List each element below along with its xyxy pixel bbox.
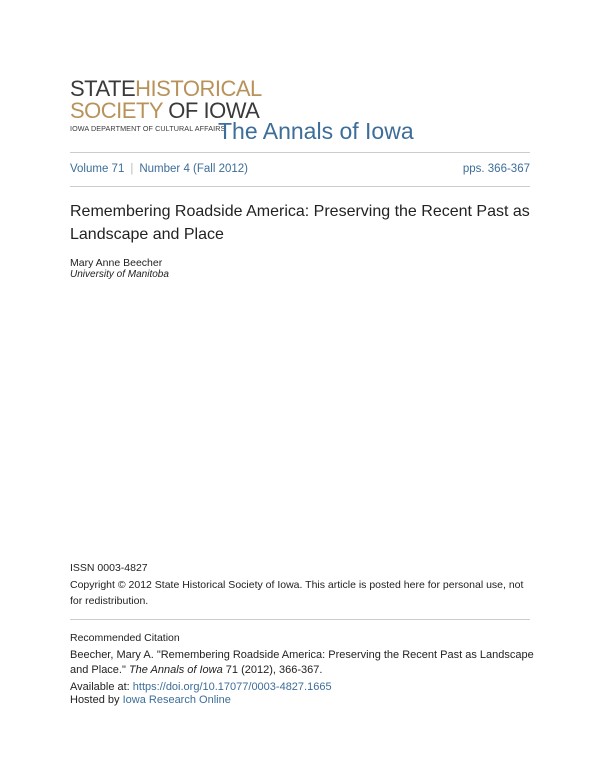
citation-heading: Recommended Citation [70,632,180,644]
host-link[interactable]: Iowa Research Online [122,694,231,706]
volume-link[interactable]: Volume 71 [70,163,125,175]
society-logo [70,76,262,133]
available-at: Available at: https://doi.org/10.17077/0003-4827.1665 [70,681,332,693]
journal-title: The Annals of Iowa [218,118,414,144]
article-title: Remembering Roadside America: Preserving the Recent Past as Landscape and Place [70,203,530,243]
author-affiliation: University of Manitoba [70,269,169,280]
citation-divider [70,619,530,620]
author-name: Mary Anne Beecher [70,257,163,269]
logo-subtitle: IOWA DEPARTMENT OF CULTURAL AFFAIRS [70,124,226,133]
issn: ISSN 0003-4827 [70,562,148,574]
copyright-notice: Copyright © 2012 State Historical Society of Iowa. This article is posted here for personal use, not for redistribution. [70,579,524,607]
logo-line-1: STATEHISTORICAL [70,76,262,101]
header-divider [70,152,530,153]
meta-separator: | [130,163,134,175]
meta-divider [70,186,530,187]
doi-link[interactable]: https://doi.org/10.17077/0003-4827.1665 [132,681,332,693]
logo-line-2: SOCIETY OF IOWA [70,98,260,123]
page-range: pps. 366-367 [462,163,530,175]
issue-info [70,163,248,175]
hosted-by: Hosted by Iowa Research Online [70,694,231,706]
number-link[interactable]: Number 4 (Fall 2012) [139,163,249,175]
citation-text: Beecher, Mary A. "Remembering Roadside America: Preserving the Recent Past as Landscape and Place." The Annals of Iowa 71 (2012), 366-367. [70,649,534,676]
